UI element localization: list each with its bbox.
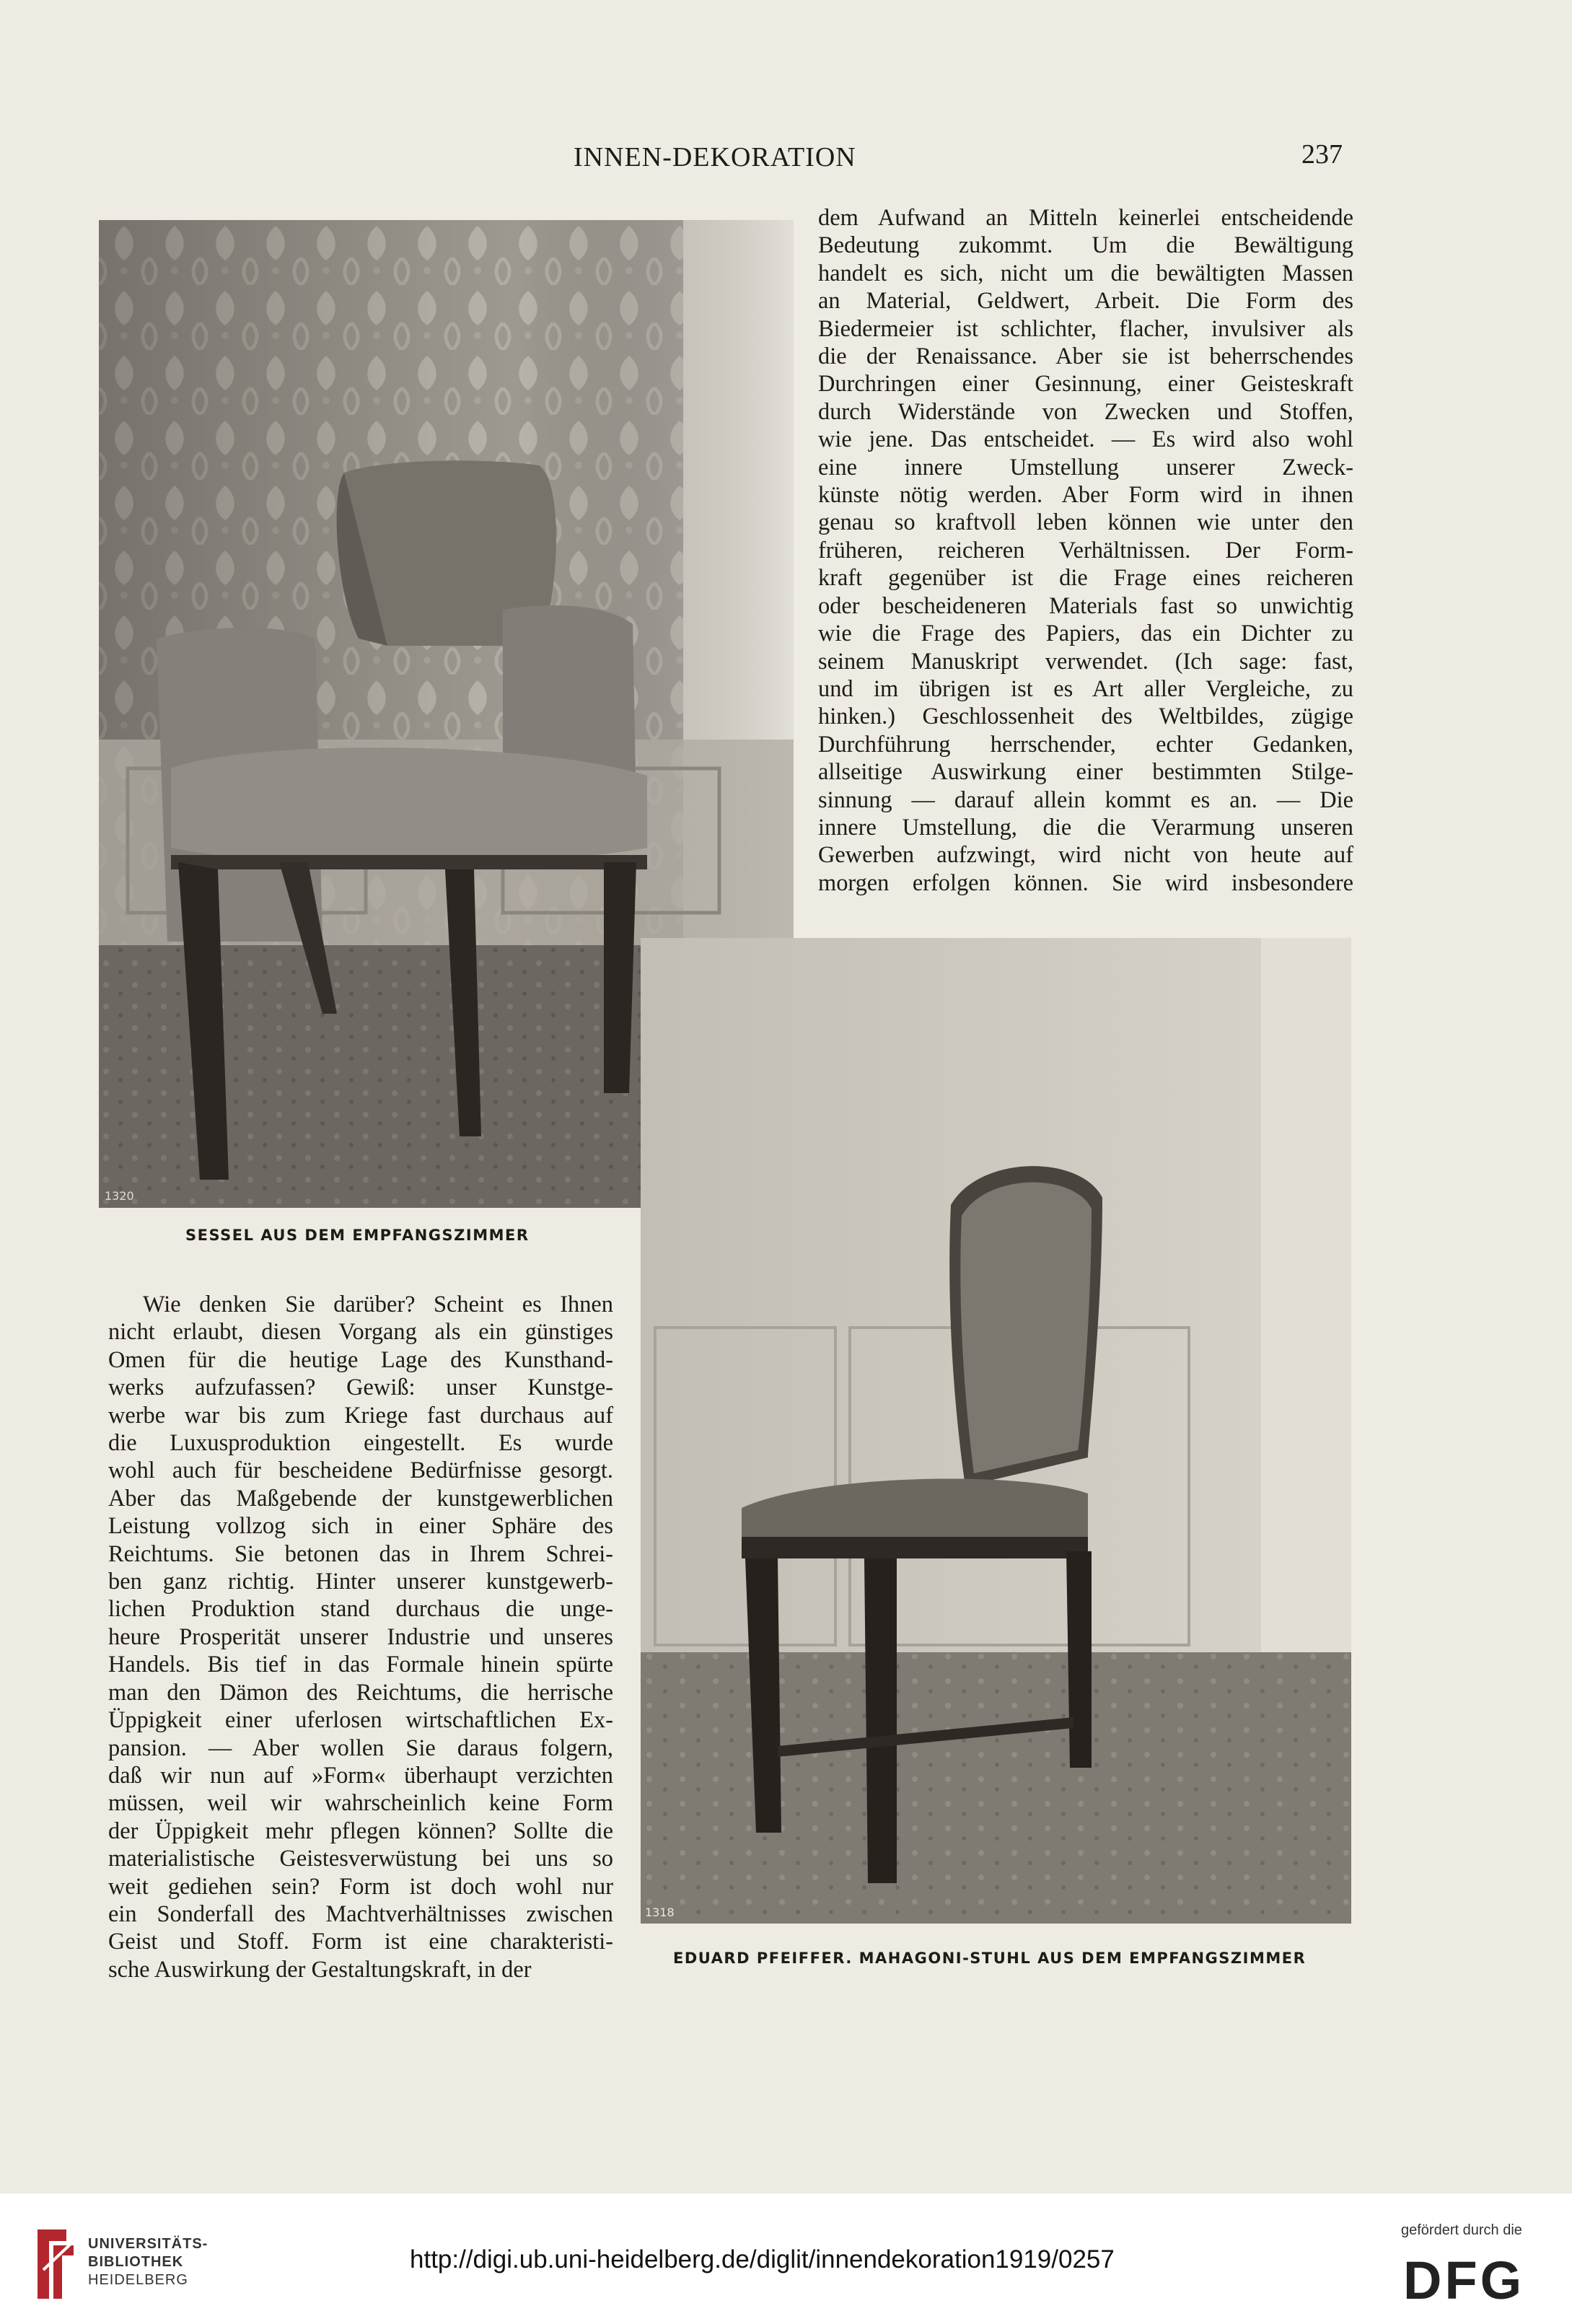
funding-note: gefördert durch die [1401,2222,1522,2238]
text-line: lichen Produktion stand durchaus die unge- [108,1596,613,1623]
text-line: wie jene. Das entscheidet. — Es wird also wohl [818,426,1353,453]
running-title: INNEN-DEKORATION [574,142,856,172]
text-line: weit gediehen sein? Form ist doch wohl nur [108,1873,613,1900]
sidechair-caption: EDUARD PFEIFFER. MAHAGONI-STUHL AUS DEM EMPFANGSZIMMER [673,1950,1307,1967]
left-text-column [108,1291,613,1983]
text-line: werks aufzufassen? Gewiß: unser Kunstge- [108,1374,613,1401]
text-line: Durchringen einer Gesinnung, einer Geisteskraft [818,371,1353,398]
library-name-line: HEIDELBERG [88,2272,188,2288]
library-name-line: BIBLIOTHEK [88,2254,184,2270]
text-line: hinken.) Geschlossenheit des Weltbildes, zügige [818,703,1353,730]
text-line: Wie denken Sie darüber? Scheint es Ihnen [143,1292,613,1317]
text-line: genau so kraftvoll leben können wie unter den [818,509,1353,536]
text-line: nicht erlaubt, diesen Vorgang als ein günstiges [108,1319,613,1346]
permalink-url[interactable]: http://digi.ub.uni-heidelberg.de/diglit/innendekoration1919/0257 [410,2245,1115,2273]
text-line: ben ganz richtig. Hinter unserer kunstgewerb- [108,1569,613,1595]
text-line: daß wir nun auf »Form« überhaupt verzichten [108,1762,613,1789]
text-line: die der Renaissance. Aber sie ist beherrschendes [818,343,1353,370]
text-line: materialistische Geistesverwüstung bei uns so [108,1846,613,1872]
text-line: durch Widerstände von Zwecken und Stoffen, [818,398,1353,425]
text-line: künste nötig werden. Aber Form wird in ihnen [818,482,1353,509]
text-line: handelt es sich, nicht um die bewältigten Massen [818,260,1353,286]
armchair-plate-number: 1320 [105,1189,134,1203]
right-text-column [818,204,1353,897]
digitization-footer [0,2193,1572,2324]
text-line: kraft gegenüber ist die Frage eines reicheren [818,565,1353,592]
text-line: früheren, reicheren Verhältnissen. Der Form- [818,537,1353,564]
text-line: wie die Frage des Papiers, das ein Dichter zu [818,621,1353,647]
text-line: Biedermeier ist schlichter, flacher, invulsiver als [818,315,1353,342]
text-line: Reichtums. Sie betonen das in Ihrem Schrei- [108,1540,613,1567]
text-line: Aber das Maßgebende der kunstgewerblichen [108,1485,613,1512]
text-line: und im übrigen ist es Art aller Vergleiche, zu [818,675,1353,702]
text-line: müssen, weil wir wahrscheinlich keine Form [108,1790,613,1817]
text-line: Bedeutung zukommt. Um die Bewältigung [818,232,1353,259]
text-line: dem Aufwand an Mitteln keinerlei entscheidende [818,205,1353,231]
text-line: die Luxusproduktion eingestellt. Es wurde [108,1430,613,1457]
text-line: innere Umstellung, die die Verarmung unseren [818,814,1353,841]
library-name-line: UNIVERSITÄTS- [88,2236,208,2252]
text-line: sinnung — darauf allein kommt es an. — Die [818,786,1353,813]
page-number: 237 [1301,139,1343,170]
text-line: Leistung vollzog sich in einer Sphäre des [108,1513,613,1540]
text-line: Üppigkeit einer uferlosen wirtschaftlichen Ex- [108,1707,613,1734]
text-line: ein Sonderfall des Machtverhältnisses zwischen [108,1900,613,1927]
text-line: Omen für die heutige Lage des Kunsthand- [108,1346,613,1373]
text-line: Gewerben aufzwingt, wird nicht von heute auf [818,842,1353,869]
text-line: Geist und Stoff. Form ist eine charakteristi- [108,1929,613,1955]
text-line: morgen erfolgen können. Sie wird insbesondere [818,869,1353,896]
text-line: Handels. Bis tief in das Formale hinein spürte [108,1652,613,1678]
text-line: man den Dämon des Reichtums, die herrische [108,1679,613,1706]
text-line: oder bescheideneren Materials fast so unwichtig [818,592,1353,619]
university-library-name [88,2235,208,2289]
text-line: seinem Manuskript verwendet. (Ich sage: fast, [818,648,1353,675]
text-line: allseitige Auswirkung einer bestimmten Stilge- [818,759,1353,786]
text-line: der Üppigkeit mehr pflegen können? Sollte die [108,1817,613,1844]
sidechair-photo [641,938,1351,1924]
text-line: sche Auswirkung der Gestaltungskraft, in der [108,1956,532,1983]
text-line: wohl auch für bescheidene Bedürfnisse gesorgt. [108,1457,613,1484]
sidechair-plate-number: 1318 [645,1906,675,1919]
university-library-logo-icon [33,2227,78,2303]
text-line: Durchführung herrschender, echter Gedanken, [818,731,1353,758]
text-line: heure Prosperität unserer Industrie und unseres [108,1623,613,1650]
text-line: eine innere Umstellung unserer Zweck- [818,454,1353,481]
text-line: pansion. — Aber wollen Sie daraus folgern, [108,1735,613,1761]
text-line: werbe war bis zum Kriege fast durchaus auf [108,1402,613,1429]
text-line: an Material, Geldwert, Arbeit. Die Form des [818,288,1353,315]
armchair-caption: SESSEL AUS DEM EMPFANGSZIMMER [185,1227,530,1244]
dfg-logo: DFG [1403,2250,1525,2310]
